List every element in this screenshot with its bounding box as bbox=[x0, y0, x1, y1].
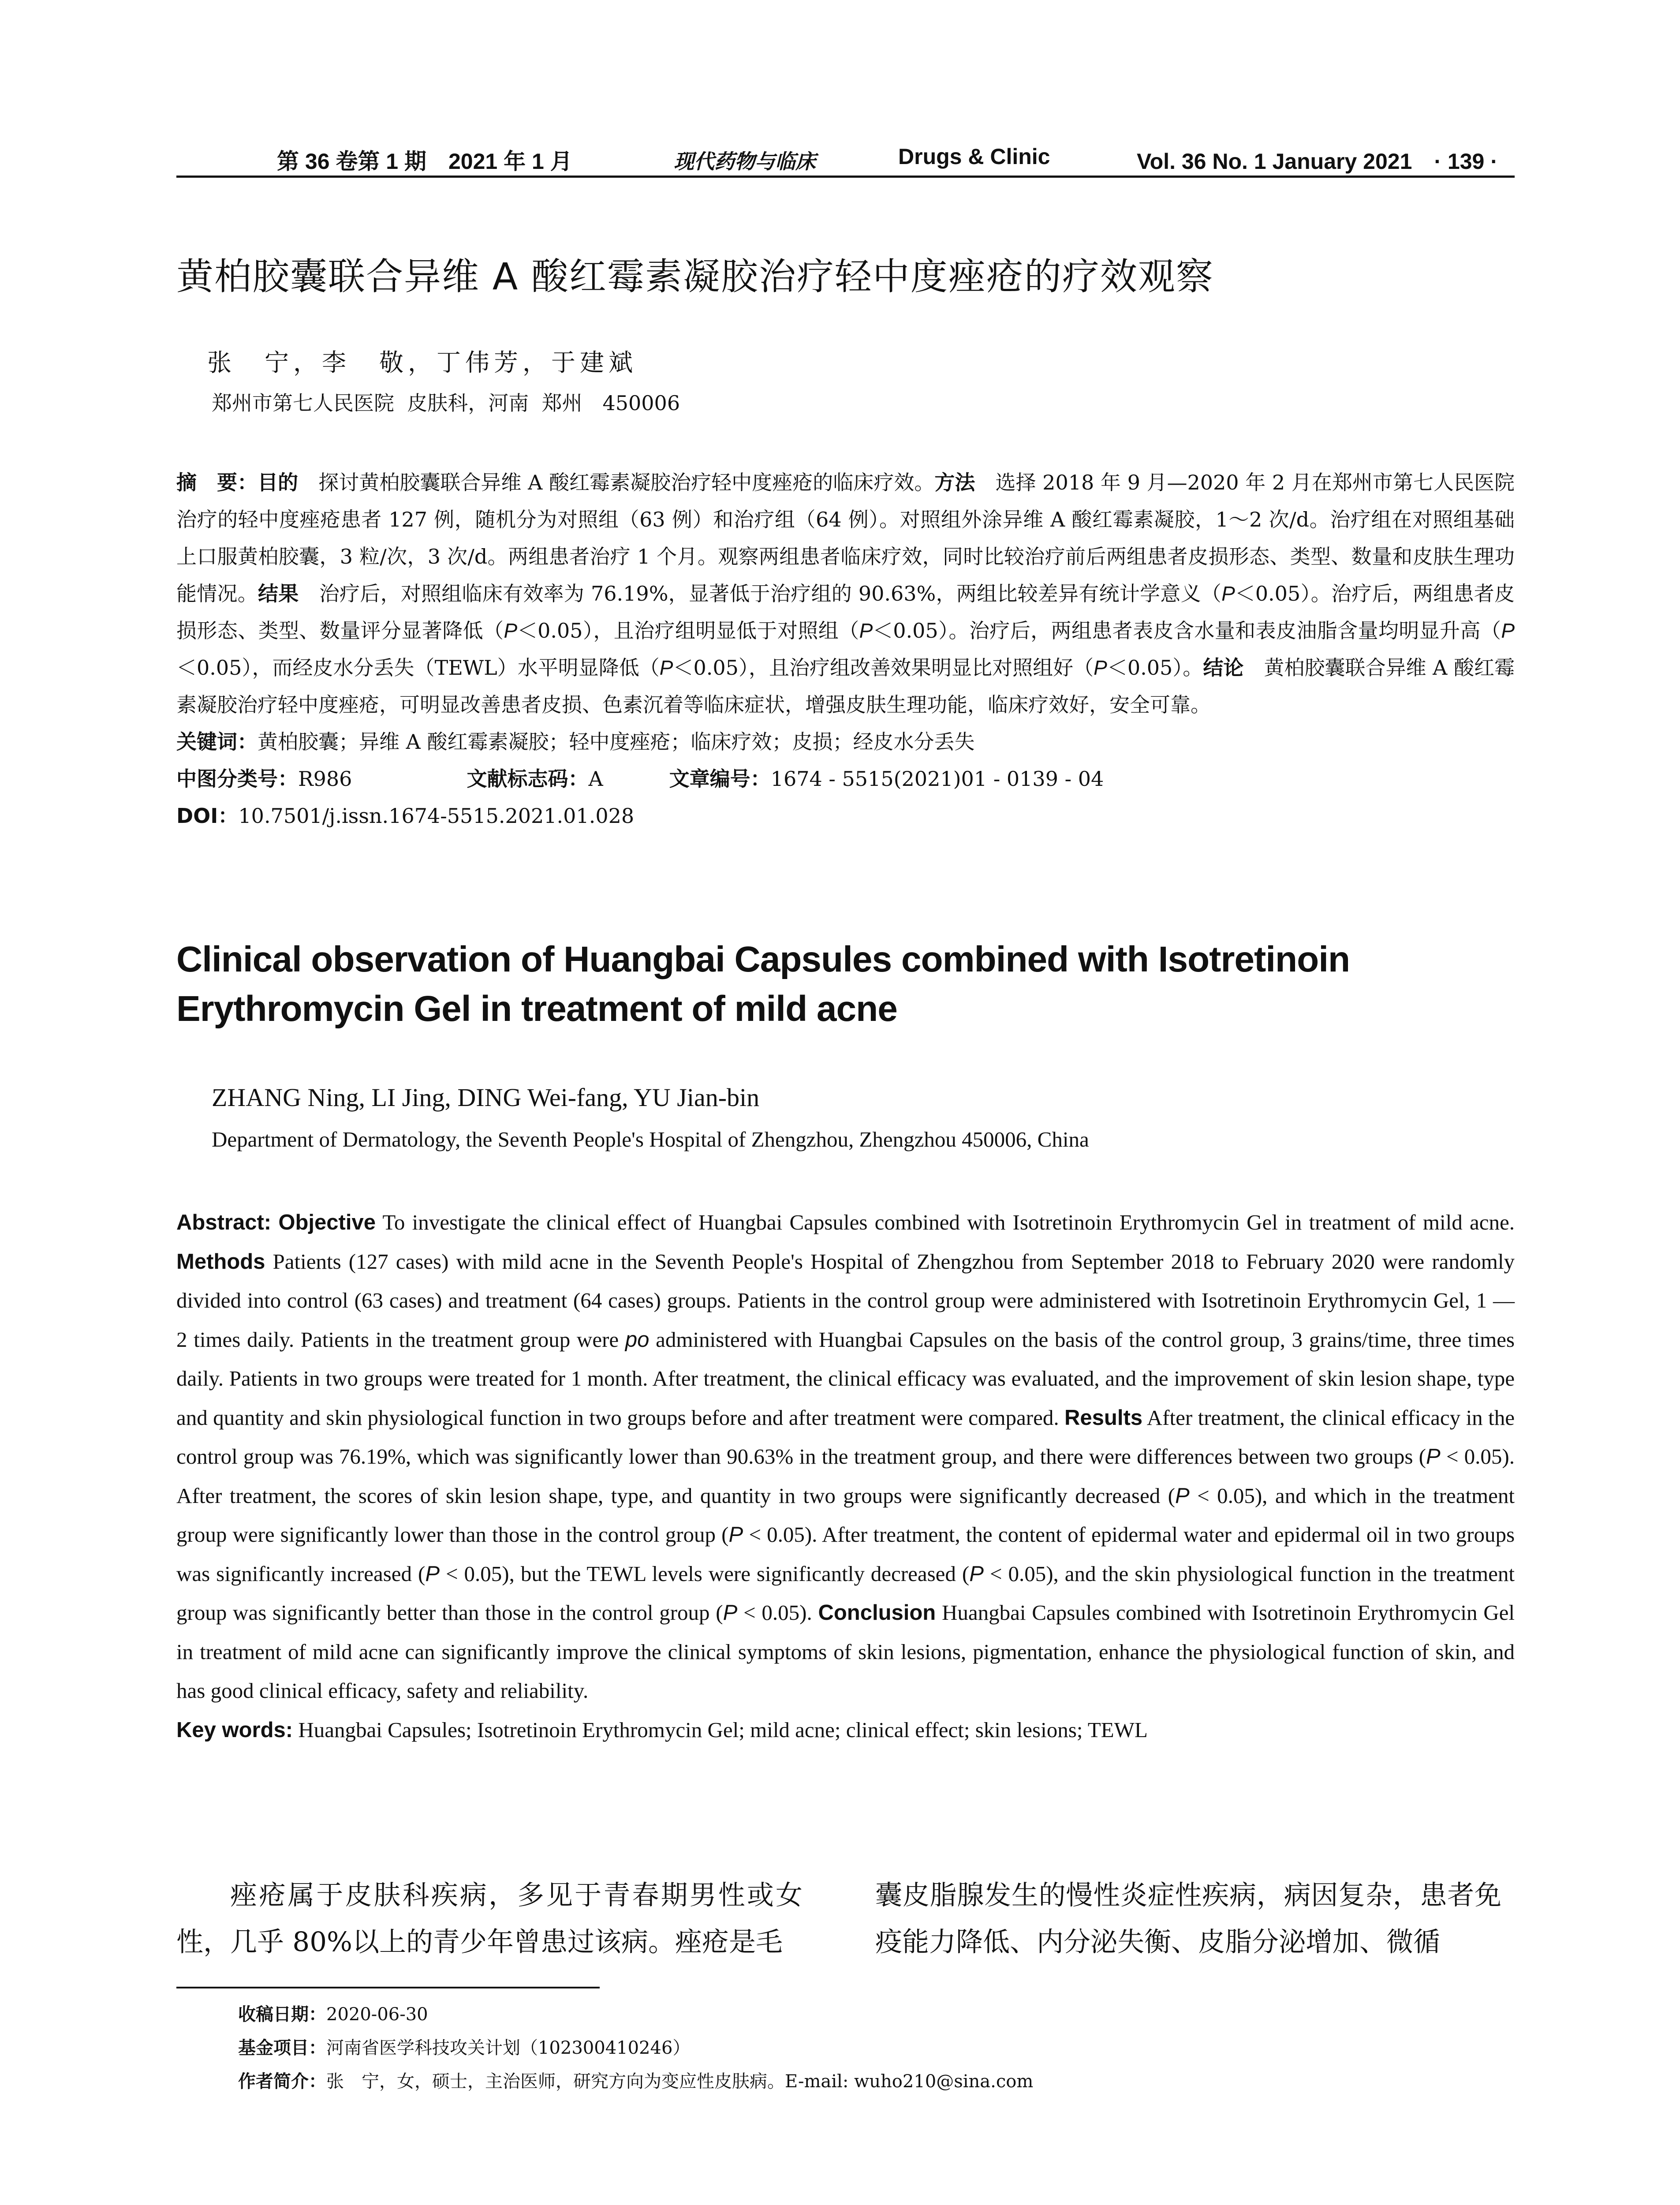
cn-results-text: ＜0.05）。治疗后，两组患者皮损形态、类型、数量评分显著降低（ bbox=[176, 582, 1515, 643]
cn-results-text: ＜0.05）。 bbox=[1107, 656, 1203, 680]
cn-abstract-label: 摘 要： bbox=[176, 471, 258, 494]
cn-objective-text: 探讨黄柏胶囊联合异维 A 酸红霉素凝胶治疗轻中度痤疮的临床疗效。 bbox=[298, 471, 935, 494]
footnotes bbox=[238, 1998, 1033, 2098]
en-title: Clinical observation of Huangbai Capsules combined with Isotretinoin Erythromycin Gel in treatment of mild acne bbox=[176, 939, 1350, 1029]
en-methods-label: Methods bbox=[176, 1249, 265, 1274]
p-value-symbol: P bbox=[969, 1562, 984, 1586]
body-paragraph: 囊皮脂腺发生的慢性炎症性疾病，病因复杂，患者免疫能力降低、内分泌失衡、皮脂分泌增加、微循 bbox=[875, 1880, 1501, 1958]
p-value-symbol: P bbox=[1501, 619, 1515, 642]
cn-title: 黄柏胶囊联合异维 A 酸红霉素凝胶治疗轻中度痤疮的疗效观察 bbox=[176, 255, 1214, 298]
en-results-text: < 0.05), but the TEWL levels were significantly decreased ( bbox=[440, 1561, 970, 1586]
p-value-symbol: P bbox=[723, 1601, 738, 1625]
header-rule bbox=[176, 176, 1515, 178]
p-value-symbol: P bbox=[659, 656, 673, 679]
p-value-symbol: P bbox=[1175, 1484, 1190, 1508]
header-volume: Vol. 36 No. 1 January 2021 · 139 · bbox=[1137, 149, 1498, 174]
en-results-text: < 0.05). After treatment, the content of epidermal water and epidermal oil in two groups was significantly increased ( bbox=[176, 1522, 1515, 1586]
doc-code-label: 文献标志码： bbox=[467, 767, 589, 791]
doi-line bbox=[176, 797, 1515, 834]
en-results-text: < 0.05). After treatment, the scores of skin lesion shape, type, and quantity in two groups were significantly decreased ( bbox=[176, 1444, 1515, 1508]
cn-results-text: ＜0.05），且治疗组改善效果明显比对照组好（ bbox=[673, 656, 1094, 680]
footnote-rule bbox=[176, 1987, 600, 1988]
doi-label: DOI： bbox=[176, 804, 239, 828]
header-journal-en: Drugs & Clinic bbox=[898, 144, 1050, 169]
footnote-received bbox=[238, 1998, 1033, 2031]
body-column-right bbox=[875, 1872, 1501, 1966]
cn-objective-label: 目的 bbox=[258, 471, 299, 494]
en-abstract-label: Abstract: bbox=[176, 1211, 272, 1234]
p-value-symbol: P bbox=[504, 619, 518, 642]
footnote-fund bbox=[238, 2031, 1033, 2065]
en-affiliation: Department of Dermatology, the Seventh People's Hospital of Zhengzhou, Zhengzhou 450006, China bbox=[212, 1127, 1089, 1151]
en-results-text: < 0.05). bbox=[737, 1600, 818, 1625]
cn-abstract-body bbox=[176, 464, 1515, 723]
en-abstract bbox=[176, 1203, 1515, 1749]
en-keywords-label: Key words: bbox=[176, 1718, 293, 1742]
doi-value: 10.7501/j.issn.1674-5515.2021.01.028 bbox=[238, 804, 635, 828]
author-bio-label: 作者简介： bbox=[238, 2071, 326, 2092]
fund-label: 基金项目： bbox=[238, 2038, 326, 2058]
cn-keywords-text: 黄柏胶囊；异维 A 酸红霉素凝胶；轻中度痤疮；临床疗效；皮损；经皮水分丢失 bbox=[258, 730, 975, 754]
header-journal-cn: 现代药物与临床 bbox=[674, 149, 816, 173]
author-bio: 张 宁，女，硕士，主治医师，研究方向为变应性皮肤病。E-mail: wuho210@sina.com bbox=[326, 2071, 1034, 2092]
en-results-text: < 0.05), and the skin physiological function in the treatment group was significantly better than those in the control group ( bbox=[176, 1561, 1515, 1625]
cn-methods-text: 选择 2018 年 9 月—2020 年 2 月在郑州市第七人民医院治疗的轻中度痤疮患者 127 例，随机分为对照组（63 例）和治疗组（64 例）。对照组外涂异维 A 酸红霉素凝胶，1～2 次/d。治疗组在对照组基础上口服黄柏胶囊，3 粒/次，3 次/d。两组患者治疗 1 个月。观察两组患者临床疗效，同时比较治疗前后两组患者皮损形态、类型、数量和皮肤生理功能情况。 bbox=[176, 471, 1515, 605]
en-keywords-text: Huangbai Capsules; Isotretinoin Erythromycin Gel; mild acne; clinical effect; skin lesions; TEWL bbox=[293, 1717, 1148, 1742]
article-no-label: 文章编号： bbox=[669, 767, 771, 791]
en-results-text: After treatment, the clinical efficacy in the control group was 76.19%, which was significantly lower than 90.63% in the treatment group, and there were differences between two groups ( bbox=[176, 1405, 1515, 1469]
cn-conclusion-label: 结论 bbox=[1203, 656, 1244, 680]
received-date: 2020-06-30 bbox=[326, 2004, 428, 2025]
cn-results-text: 治疗后，对照组临床有效率为 76.19%，显著低于治疗组的 90.63%，两组比较差异有统计学意义（ bbox=[299, 582, 1222, 605]
cn-results-label: 结果 bbox=[258, 582, 299, 605]
cn-results-text: ＜0.05），且治疗组明显低于对照组（ bbox=[517, 619, 859, 643]
en-objective-label: Objective bbox=[278, 1211, 376, 1234]
cn-results-text: ＜0.05），而经皮水分丢失（TEWL）水平明显降低（ bbox=[176, 656, 660, 680]
en-objective-text: To investigate the clinical effect of Huangbai Capsules combined with Isotretinoin Erythromycin Gel in treatment of mild acne. bbox=[375, 1210, 1515, 1234]
p-value-symbol: P bbox=[425, 1562, 440, 1586]
en-authors: ZHANG Ning, LI Jing, DING Wei-fang, YU Jian-bin bbox=[212, 1083, 760, 1112]
article-no-value: 1674 - 5515(2021)01 - 0139 - 04 bbox=[770, 767, 1104, 791]
cn-results-text: ＜0.05）。治疗后，两组患者表皮含水量和表皮油脂含量均明显升高（ bbox=[873, 619, 1501, 643]
received-label: 收稿日期： bbox=[238, 2004, 326, 2025]
body-column-left bbox=[176, 1872, 803, 1966]
fund-value: 河南省医学科技攻关计划（102300410246） bbox=[326, 2038, 691, 2058]
en-results-label: Results bbox=[1064, 1405, 1143, 1430]
cn-affiliation: 郑州市第七人民医院 皮肤科，河南 郑州 450006 bbox=[212, 391, 680, 415]
cn-methods-label: 方法 bbox=[934, 471, 975, 494]
p-value-symbol: P bbox=[859, 619, 873, 642]
po-abbrev: po bbox=[625, 1327, 650, 1352]
cn-abstract bbox=[176, 464, 1515, 834]
en-methods-text: Patients (127 cases) with mild acne in the Seventh People's Hospital of Zhengzhou from September 2018 to February 2020 were randomly divided into control (63 cases) and treatment (64 cases) groups. Patients in the control group were administered with Isotretinoin Erythromycin Gel, 1 — 2 times daily. Patients in the treatment group were bbox=[176, 1249, 1515, 1352]
body-paragraph: 痤疮属于皮肤科疾病，多见于青春期男性或女性，几乎 80%以上的青少年曾患过该病。痤疮是毛 bbox=[176, 1880, 803, 1958]
p-value-symbol: P bbox=[728, 1523, 743, 1547]
cn-conclusion-text: 黄柏胶囊联合异维 A 酸红霉素凝胶治疗轻中度痤疮，可明显改善患者皮损、色素沉着等临床症状，增强皮肤生理功能，临床疗效好，安全可靠。 bbox=[176, 656, 1515, 717]
p-value-symbol: P bbox=[1094, 656, 1107, 679]
en-conclusion-text: Huangbai Capsules combined with Isotretinoin Erythromycin Gel in treatment of mild acne can significantly improve the clinical symptoms of skin lesions, pigmentation, enhance the physiological function of skin, and has good clinical efficacy, safety and reliability. bbox=[176, 1600, 1515, 1703]
en-methods-text: administered with Huangbai Capsules on the basis of the control group, 3 grains/time, three times daily. Patients in two groups were treated for 1 month. After treatment, the clinical efficacy was evaluated, and the improvement of skin lesion shape, type and quantity and skin physiological function in two groups before and after treatment were compared. bbox=[176, 1327, 1515, 1430]
en-conclusion-label: Conclusion bbox=[818, 1601, 936, 1625]
footnote-author bbox=[238, 2065, 1033, 2098]
en-keywords bbox=[176, 1711, 1515, 1750]
doc-code-value: A bbox=[588, 767, 603, 791]
cn-classification bbox=[176, 760, 1515, 797]
clc-value: R986 bbox=[298, 767, 352, 791]
cn-authors: 张 宁，李 敬，丁伟芳，于建斌 bbox=[207, 348, 638, 377]
running-header bbox=[176, 140, 1515, 176]
en-results-text: < 0.05), and which in the treatment group were significantly lower than those in the control group ( bbox=[176, 1483, 1515, 1547]
en-abstract-body bbox=[176, 1203, 1515, 1711]
p-value-symbol: P bbox=[1221, 582, 1235, 605]
cn-keywords bbox=[176, 723, 1515, 760]
clc-label: 中图分类号： bbox=[176, 767, 298, 791]
header-issue: 第 36 卷第 1 期 2021 年 1 月 bbox=[277, 149, 572, 174]
p-value-symbol: P bbox=[1426, 1445, 1441, 1469]
cn-keywords-label: 关键词： bbox=[176, 730, 258, 754]
